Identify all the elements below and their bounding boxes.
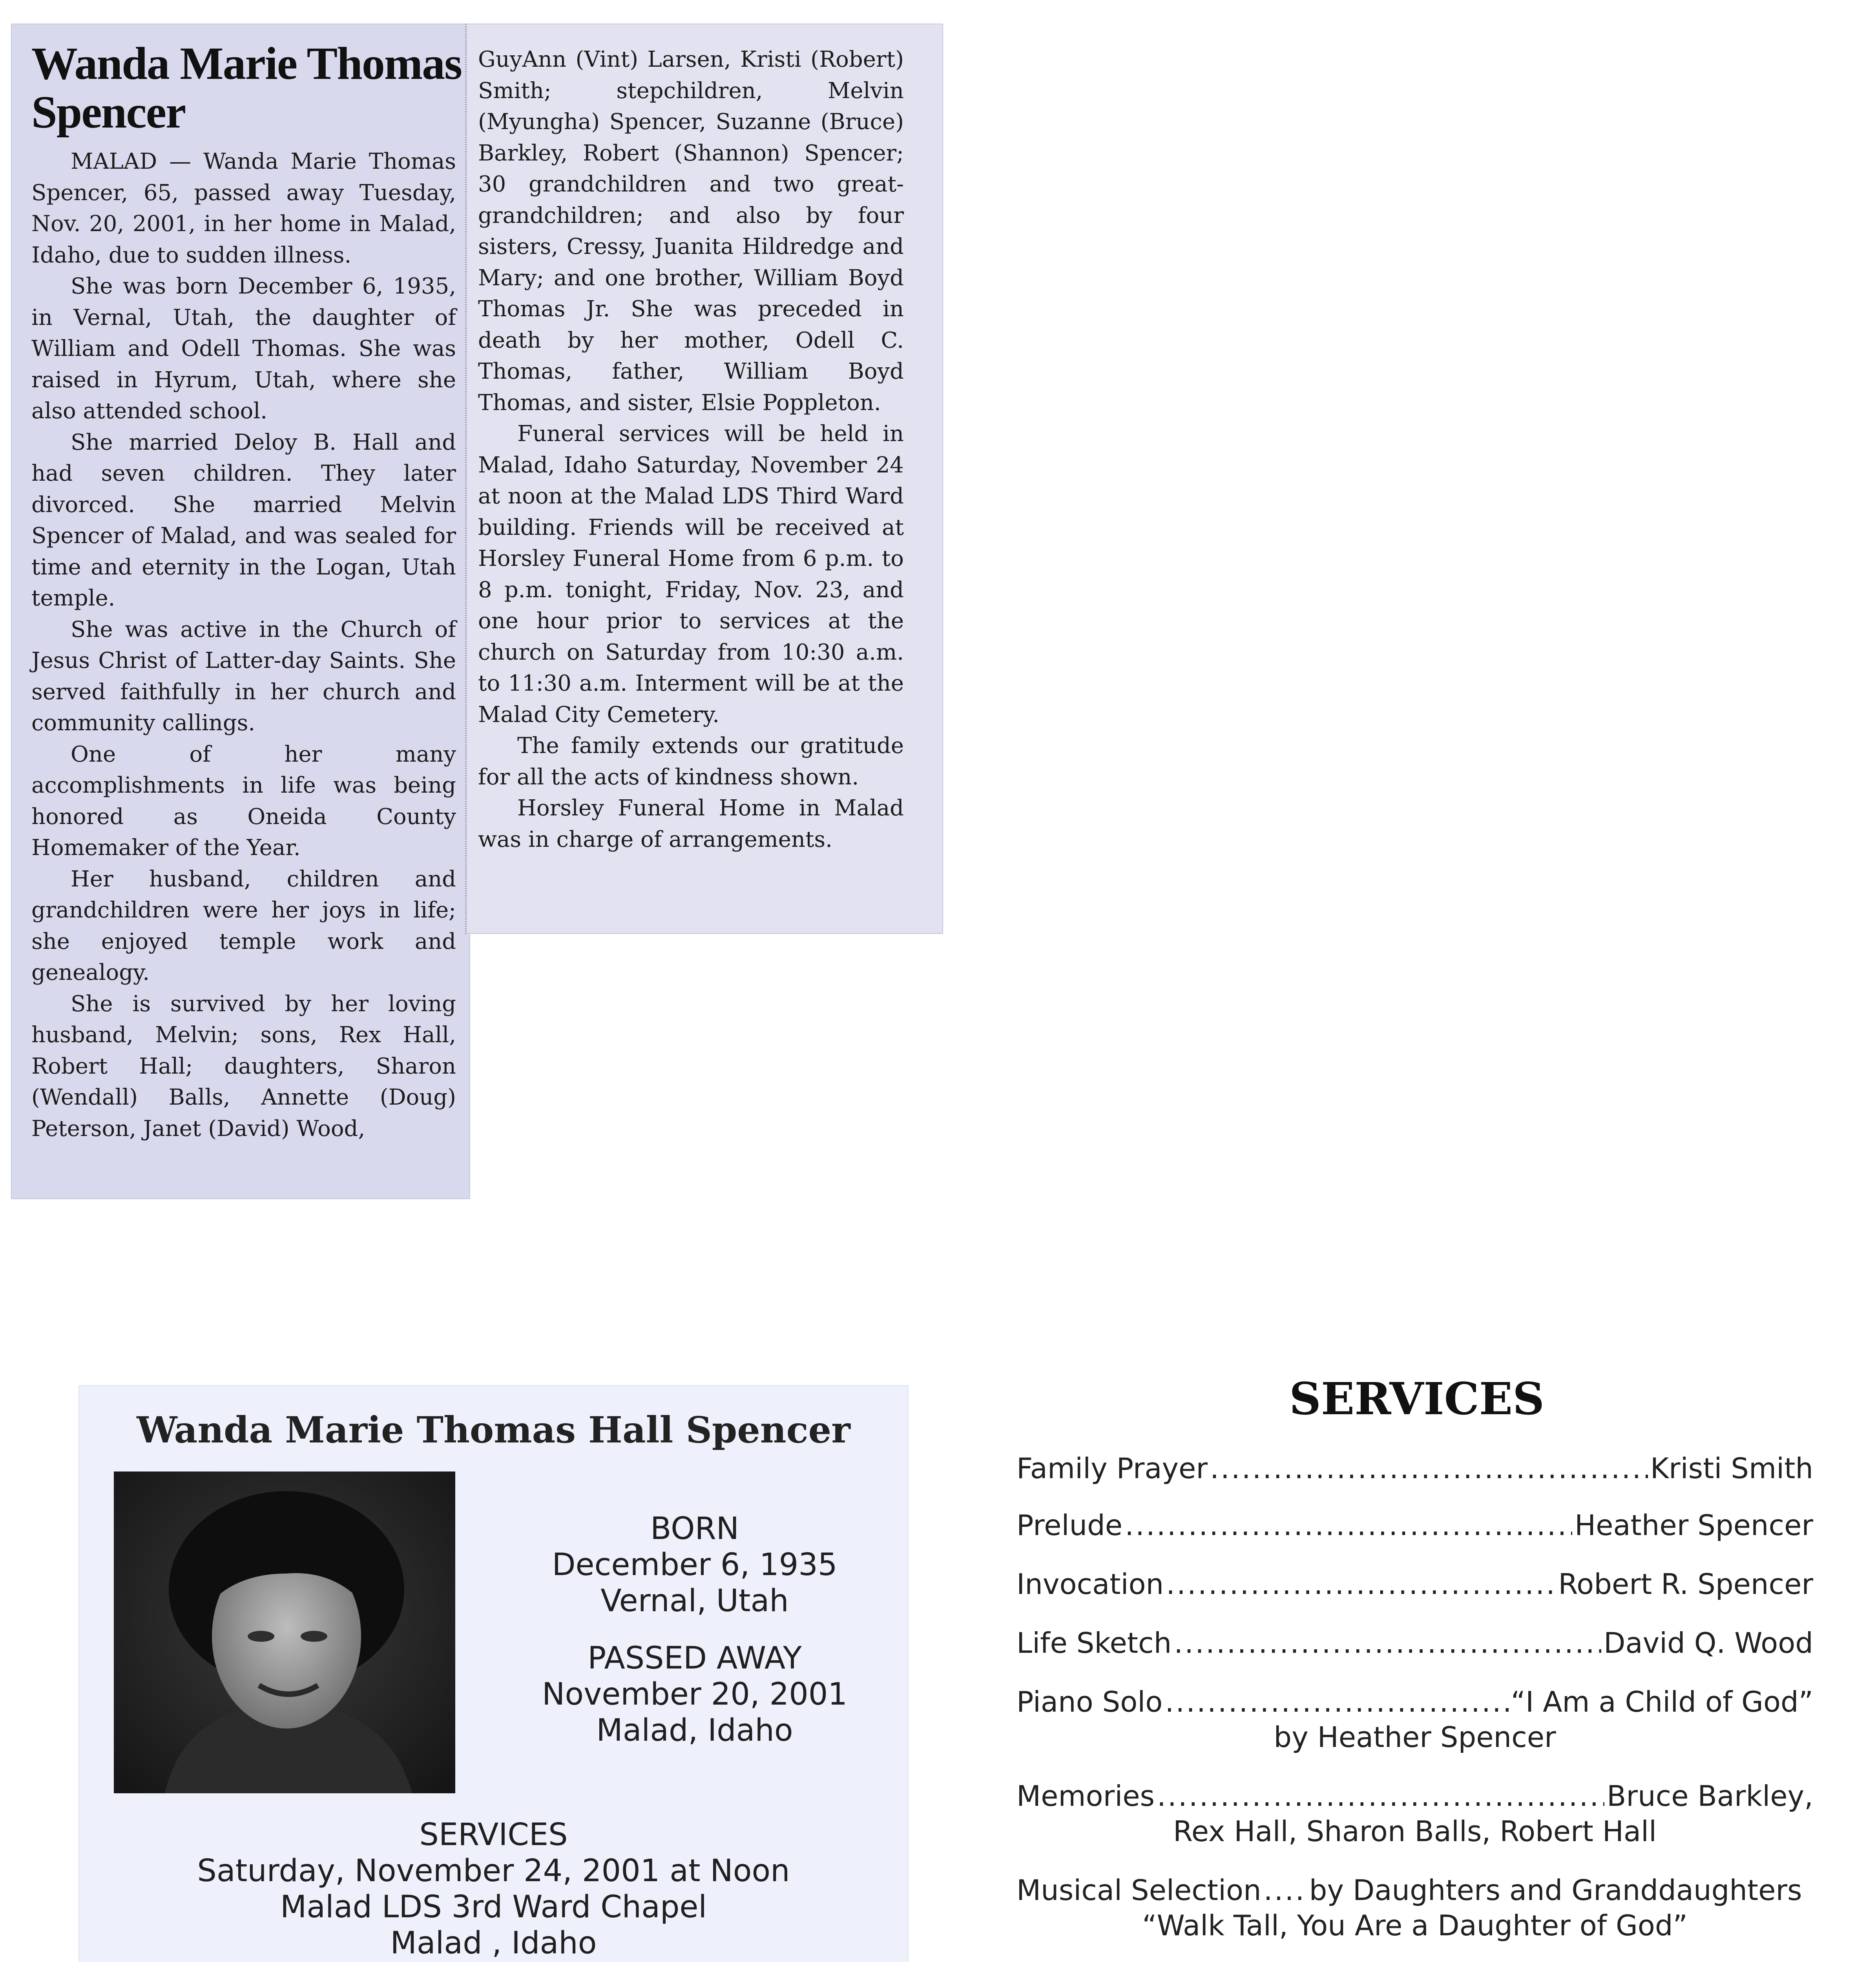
- service-item-invocation: [1016, 1568, 1813, 1601]
- born-date: December 6, 1935: [552, 1547, 838, 1583]
- obituary-right-column: [478, 44, 904, 855]
- service-item-value: Robert R. Spencer: [1558, 1568, 1813, 1601]
- program-title: Wanda Marie Thomas Hall Spencer: [137, 1409, 850, 1451]
- service-item-piano-solo: [1016, 1685, 1813, 1718]
- passed-heading: PASSED AWAY: [588, 1641, 802, 1676]
- services-date: Saturday, November 24, 2001 at Noon: [197, 1853, 790, 1889]
- passed-date: November 20, 2001: [542, 1677, 847, 1712]
- obituary-paragraph: MALAD — Wanda Marie Thomas Spencer, 65, passed away Tuesday, Nov. 20, 2001, in her home in Malad, Idaho, due to sudden illness.: [31, 149, 456, 268]
- service-item-value: David Q. Wood: [1604, 1626, 1813, 1659]
- dot-leader: [1165, 1685, 1508, 1718]
- services-block: [78, 1817, 909, 1961]
- service-item-value: by Daughters and Granddaughters: [1309, 1874, 1802, 1907]
- obituary-paragraph: Funeral services will be held in Malad, Idaho Saturday, November 24 at noon at the Malad LDS Third Ward building. Friends will be received at Horsley Funeral Home from 6 p.m. to 8 p.m. tonight, Friday, Nov. 23, and one hour prior to services at the church on Saturday from 10:30 a.m. to 11:30 a.m. Interment will be at the Malad City Cemetery.: [478, 421, 904, 728]
- obituary-left-column: [31, 146, 456, 1144]
- service-item-value: Heather Spencer: [1574, 1509, 1813, 1542]
- service-item-life-sketch: [1016, 1626, 1813, 1659]
- service-item-value: Bruce Barkley,: [1606, 1780, 1813, 1812]
- passed-block: [506, 1640, 883, 1749]
- service-item-label: Memories: [1016, 1780, 1155, 1812]
- service-item-label: Prelude: [1016, 1509, 1123, 1542]
- service-item-memories: [1016, 1780, 1813, 1812]
- born-block: [506, 1511, 883, 1619]
- services-list-title: SERVICES: [1289, 1373, 1544, 1425]
- service-item-label: Piano Solo: [1016, 1685, 1163, 1718]
- service-item-value: “I Am a Child of God”: [1511, 1685, 1813, 1718]
- dot-leader: [1166, 1568, 1556, 1601]
- obituary-paragraph: GuyAnn (Vint) Larsen, Kristi (Robert) Smith; stepchildren, Melvin (Myungha) Spencer, Suzanne (Bruce) Barkley, Robert (Shannon) Spencer; 30 grandchildren and two great-grandchildren; and also by four sisters, Cressy, Juanita Hildredge and Mary; and one brother, William Boyd Thomas Jr. She was preceded in death by her mother, Odell C. Thomas, father, William Boyd Thomas, and sister, Elsie Poppleton.: [478, 47, 904, 416]
- service-item-label: Musical Selection: [1016, 1874, 1261, 1907]
- services-city: Malad , Idaho: [390, 1926, 597, 1961]
- portrait-photo: [114, 1472, 455, 1793]
- service-item-label: Invocation: [1016, 1568, 1164, 1601]
- dot-leader: [1157, 1780, 1604, 1812]
- born-place: Vernal, Utah: [600, 1583, 789, 1619]
- service-item-prelude: [1016, 1509, 1813, 1542]
- obituary-paragraph: One of her many accomplishments in life was being honored as Oneida County Homemaker of the Year.: [31, 741, 456, 861]
- services-location: Malad LDS 3rd Ward Chapel: [280, 1889, 707, 1925]
- obituary-paragraph: The family extends our gratitude for all the acts of kindness shown.: [478, 733, 904, 790]
- service-item-continuation: by Heather Spencer: [1274, 1721, 1556, 1754]
- services-heading: SERVICES: [419, 1817, 568, 1853]
- obituary-paragraph: She was born December 6, 1935, in Vernal, Utah, the daughter of William and Odell Thomas. She was raised in Hyrum, Utah, where she also attended school.: [31, 274, 456, 424]
- service-item-label: Family Prayer: [1016, 1452, 1208, 1485]
- service-item-continuation: Rex Hall, Sharon Balls, Robert Hall: [1173, 1815, 1657, 1848]
- dot-leader: [1174, 1626, 1601, 1659]
- obituary-paragraph: Horsley Funeral Home in Malad was in charge of arrangements.: [478, 795, 904, 852]
- dot-leader: [1210, 1452, 1648, 1485]
- service-item-family-prayer: [1016, 1452, 1813, 1485]
- obituary-paragraph: She was active in the Church of Jesus Christ of Latter-day Saints. She served faithfully in her church and community callings.: [31, 616, 456, 736]
- service-item-label: Life Sketch: [1016, 1626, 1172, 1659]
- obituary-paragraph: She is survived by her loving husband, Melvin; sons, Rex Hall, Robert Hall; daughters, Sharon (Wendall) Balls, Annette (Doug) Peterson, Janet (David) Wood,: [31, 991, 456, 1141]
- passed-place: Malad, Idaho: [596, 1713, 793, 1748]
- born-heading: BORN: [650, 1511, 739, 1546]
- dot-leader: [1264, 1874, 1307, 1907]
- service-item-continuation: “Walk Tall, You Are a Daughter of God”: [1142, 1909, 1688, 1942]
- obituary-paragraph: Her husband, children and grandchildren were her joys in life; she enjoyed temple work and genealogy.: [31, 866, 456, 985]
- dot-leader: [1125, 1509, 1572, 1542]
- portrait-photo-icon: [114, 1472, 455, 1793]
- obituary-headline: Wanda Marie Thomas Spencer: [31, 38, 462, 138]
- obituary-paragraph: She married Deloy B. Hall and had seven children. They later divorced. She married Melvin Spencer of Malad, and was sealed for time and eternity in the Logan, Utah temple.: [31, 429, 456, 611]
- service-item-musical-selection: [1016, 1874, 1813, 1907]
- service-item-value: Kristi Smith: [1650, 1452, 1813, 1485]
